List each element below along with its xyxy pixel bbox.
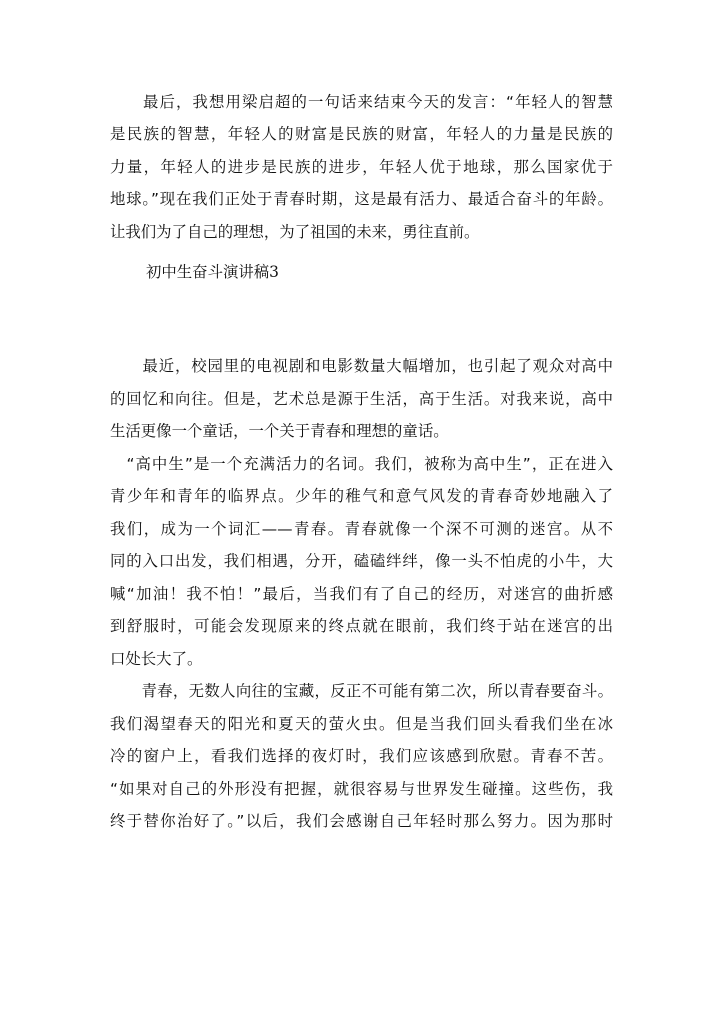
paragraph-line: 同的入口出发，我们相遇，分开，磕磕绊绊，像一头不怕虎的小牛，大 (110, 552, 613, 570)
paragraph-line: 地球。”现在我们正处于青春时期，这是最有活力、最适合奋斗的年龄。 (110, 190, 613, 208)
paragraph-line: 喊“加油！我不怕！”最后，当我们有了自己的经历，对迷宫的曲折感 (110, 585, 613, 603)
paragraph-line: 青少年和青年的临界点。少年的稚气和意气风发的青春奇妙地融入了 (110, 487, 613, 505)
paragraph-line: 青春，无数人向往的宝藏，反正不可能有第二次，所以青春要奋斗。 (110, 682, 613, 700)
paragraph-line: 我们，成为一个词汇——青春。青春就像一个深不可测的迷宫。从不 (110, 520, 613, 538)
paragraph-line: 最近，校园里的电视剧和电影数量大幅增加，也引起了观众对高中 (110, 357, 613, 375)
section-heading: 初中生奋斗演讲稿3 (146, 263, 279, 281)
paragraph-line: 是民族的智慧，年轻人的财富是民族的财富，年轻人的力量是民族的 (110, 125, 613, 143)
paragraph-line: “如果对自己的外形没有把握，就很容易与世界发生碰撞。这些伤，我 (110, 780, 613, 798)
paragraph-line: 我们渴望春天的阳光和夏天的萤火虫。但是当我们回头看我们坐在冰 (110, 715, 613, 733)
paragraph-line: 的回忆和向往。但是，艺术总是源于生活，高于生活。对我来说，高中 (110, 390, 613, 408)
paragraph-line: 到舒服时，可能会发现原来的终点就在眼前，我们终于站在迷宫的出 (110, 617, 613, 635)
paragraph-line: 力量，年轻人的进步是民族的进步，年轻人优于地球，那么国家优于 (110, 158, 613, 176)
paragraph-line: 让我们为了自己的理想，为了祖国的未来，勇往直前。 (110, 223, 480, 241)
paragraph-line: 口处长大了。 (110, 650, 203, 668)
paragraph-line: 生活更像一个童话，一个关于青春和理想的童话。 (110, 422, 449, 440)
paragraph-line: 最后，我想用梁启超的一句话来结束今天的发言：“年轻人的智慧 (110, 93, 613, 111)
paragraph-line: 终于替你治好了。”以后，我们会感谢自己年轻时那么努力。因为那时 (110, 812, 613, 830)
paragraph-line: 冷的窗户上，看我们选择的夜灯时，我们应该感到欣慰。青春不苦。 (110, 747, 613, 765)
paragraph-line: “高中生”是一个充满活力的名词。我们，被称为高中生”，正在进入 (110, 455, 613, 473)
